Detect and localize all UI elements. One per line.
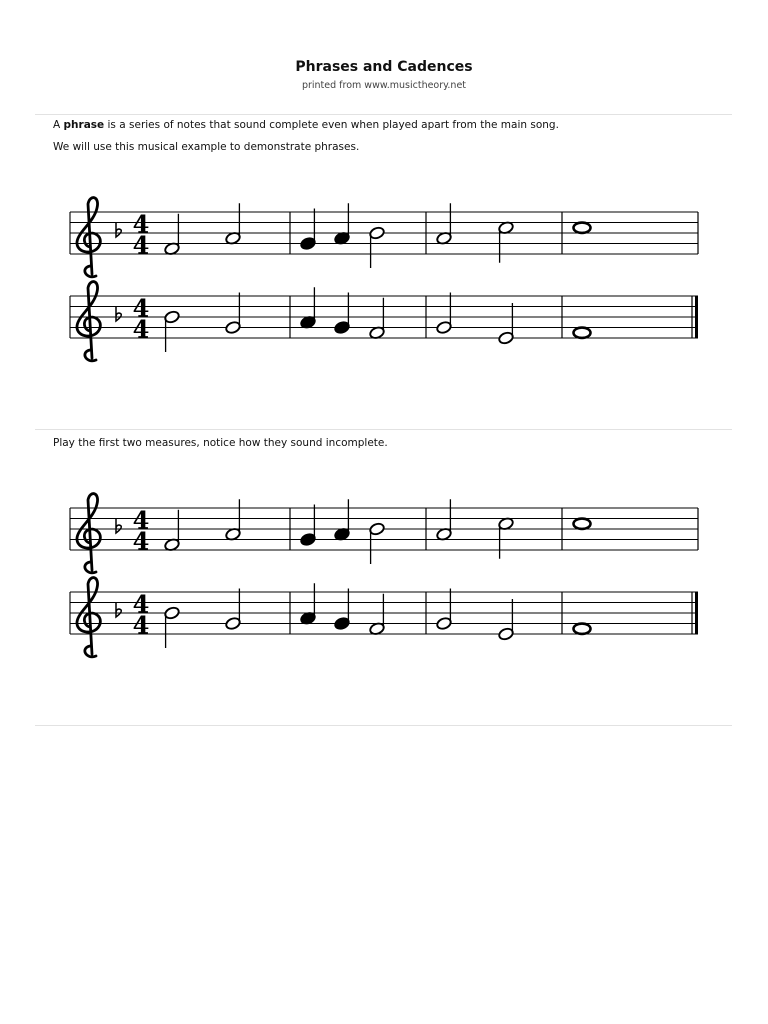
music-score-example-2: [0, 486, 768, 678]
page-title: Phrases and Cadences: [295, 59, 473, 75]
final-barline-thick: [695, 296, 698, 338]
divider: [35, 114, 732, 115]
phrase-definition-text: is a series of notes that sound complete even when played apart from the main song.: [107, 119, 559, 131]
staff-system: [70, 282, 698, 361]
treble-clef-icon: [77, 198, 100, 277]
flat-key-signature-icon: [116, 518, 121, 533]
example-intro: We will use this musical example to demonstrate phrases.: [53, 141, 360, 153]
time-signature-top: 4: [132, 209, 150, 239]
divider: [35, 429, 732, 430]
note-C5-whole: [574, 519, 591, 529]
note-F4-whole: [574, 624, 591, 634]
treble-clef-icon: [77, 282, 100, 361]
note-C5-whole: [574, 223, 591, 233]
treble-clef-icon: [77, 578, 100, 657]
page-subtitle: printed from www.musictheory.net: [301, 80, 467, 91]
time-signature-bottom: 4: [132, 526, 150, 556]
flat-key-signature-icon: [116, 306, 121, 321]
treble-clef-icon: [77, 494, 100, 573]
time-signature-bottom: 4: [132, 314, 150, 344]
staff-system: [70, 198, 698, 277]
music-score-example-1: [0, 190, 768, 382]
flat-key-signature-icon: [116, 602, 121, 617]
phrase-definition: [53, 119, 559, 131]
time-signature-bottom: 4: [132, 610, 150, 640]
flat-key-signature-icon: [116, 222, 121, 237]
final-barline-thick: [695, 592, 698, 634]
time-signature-top: 4: [132, 505, 150, 535]
staff-system: [70, 494, 698, 573]
time-signature-top: 4: [132, 589, 150, 619]
divider: [35, 725, 732, 726]
phrase-definition-prefix: A: [53, 119, 61, 131]
staff-system: [70, 578, 698, 657]
time-signature-bottom: 4: [132, 230, 150, 260]
note-F4-whole: [574, 328, 591, 338]
phrase-term: phrase: [63, 119, 105, 131]
time-signature-top: 4: [132, 293, 150, 323]
instruction-text: Play the first two measures, notice how they sound incomplete.: [53, 437, 388, 449]
